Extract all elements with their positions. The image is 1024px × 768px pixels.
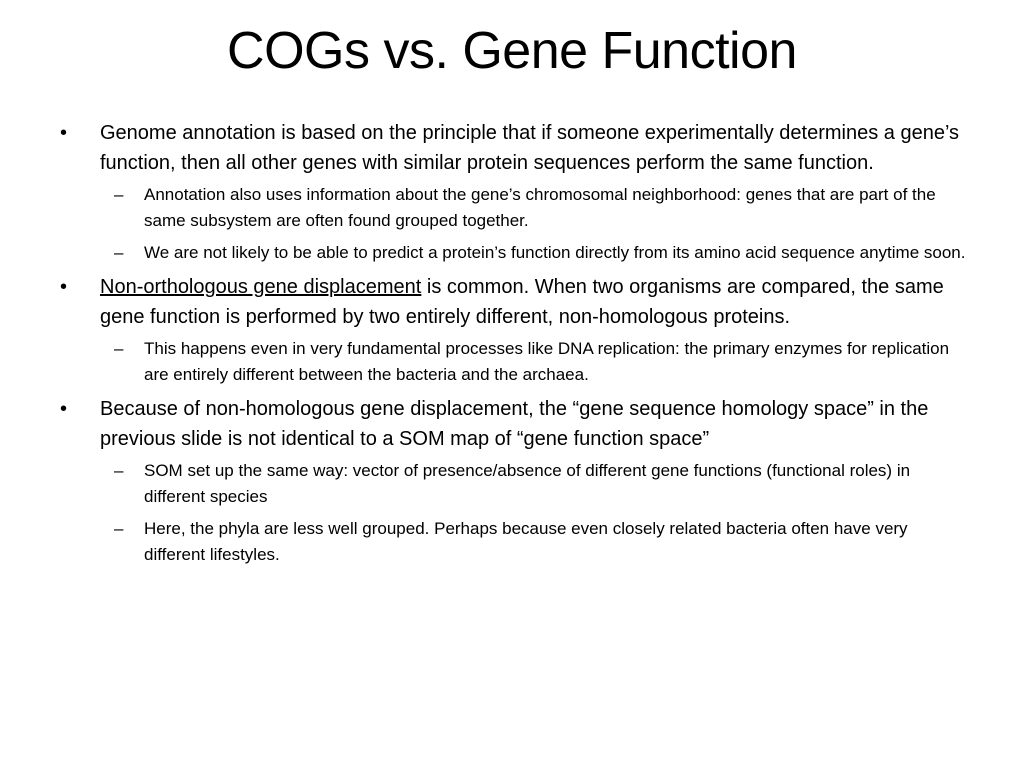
sub-bullet-marker: – [114, 461, 124, 480]
sub-bullet-item [100, 516, 968, 568]
sub-bullet-marker: – [114, 243, 124, 262]
bullet-item [56, 394, 968, 568]
slide-title: COGs vs. Gene Function [227, 22, 797, 80]
sub-bullet-list [100, 336, 968, 388]
sub-bullet-item [100, 336, 968, 388]
underlined-term: Non-orthologous gene displacement [100, 276, 422, 298]
sub-bullet-item [100, 458, 968, 510]
sub-bullet-text: Here, the phyla are less well grouped. Perhaps because even closely related bacteria often have very different lifestyles. [144, 519, 908, 564]
sub-bullet-text: Annotation also uses information about the gene’s chromosomal neighborhood: genes that are part of the same subsystem are often found grouped together. [144, 185, 936, 230]
bullet-text: Because of non-homologous gene displacement, the “gene sequence homology space” in the previous slide is not identical to a SOM map of “gene function space” [100, 398, 929, 450]
sub-bullet-marker: – [114, 185, 124, 204]
sub-bullet-item [100, 240, 968, 266]
sub-bullet-marker: – [114, 519, 124, 538]
bullet-list [56, 118, 968, 574]
sub-bullet-text: SOM set up the same way: vector of presence/absence of different gene functions (functional roles) in different species [144, 461, 911, 506]
bullet-item [56, 118, 968, 266]
sub-bullet-list [100, 458, 968, 568]
sub-bullet-text: This happens even in very fundamental processes like DNA replication: the primary enzymes for replication are entirely different between the bacteria and the archaea. [144, 339, 950, 384]
bullet-text: is common. When two organisms are compared, the same gene function is performed by two entirely different, non-homologous proteins. [100, 276, 944, 328]
sub-bullet-marker: – [114, 339, 124, 358]
sub-bullet-list [100, 182, 968, 266]
bullet-item [56, 272, 968, 388]
bullet-marker: • [60, 276, 68, 298]
sub-bullet-text: We are not likely to be able to predict a protein’s function directly from its amino acid sequence anytime soon. [144, 243, 966, 262]
sub-bullet-item [100, 182, 968, 234]
bullet-marker: • [60, 398, 68, 420]
bullet-marker: • [60, 122, 68, 144]
bullet-text: Genome annotation is based on the principle that if someone experimentally determines a gene’s function, then all other genes with similar protein sequences perform the same function. [100, 122, 960, 174]
